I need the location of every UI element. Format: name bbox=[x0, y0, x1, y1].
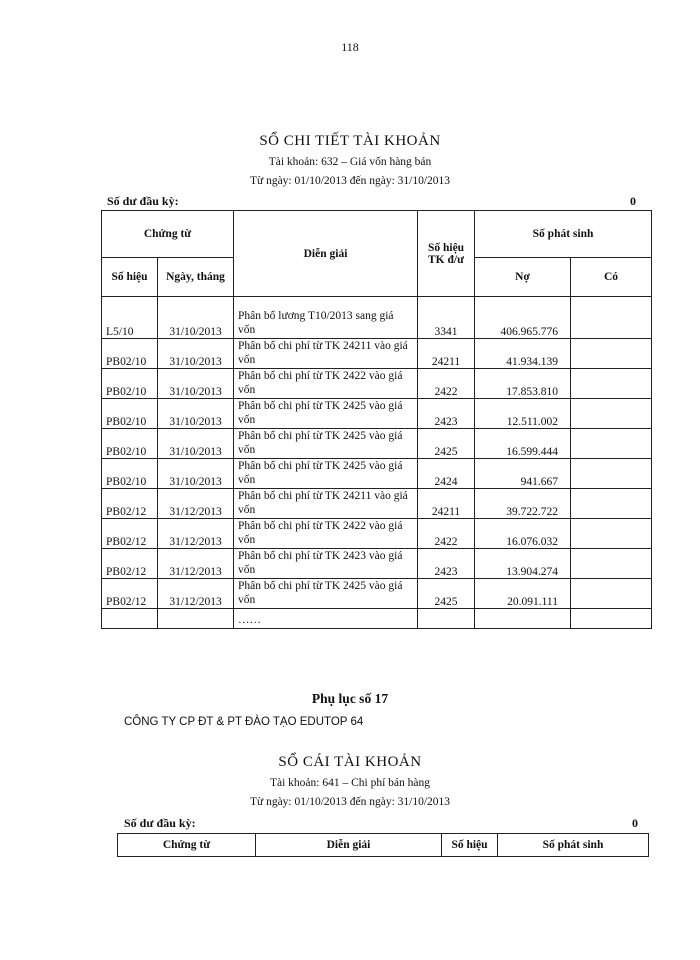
voucher-number: L5/10 bbox=[102, 297, 158, 339]
description: Phân bổ lương T10/2013 sang giá vốn bbox=[234, 297, 418, 339]
debit-amount: 16.599.444 bbox=[475, 429, 571, 459]
opening-balance-value: 0 bbox=[630, 194, 636, 208]
debit-amount: 941.667 bbox=[475, 459, 571, 489]
credit-amount bbox=[571, 297, 652, 339]
account-line-641: Tài khoản: 641 – Chi phí bán hàng bbox=[269, 777, 431, 789]
period-line-641: Từ ngày: 01/10/2013 đến ngày: 31/10/2013 bbox=[249, 796, 451, 808]
table-row bbox=[102, 459, 652, 489]
credit-amount bbox=[571, 339, 652, 369]
voucher-date: 31/10/2013 bbox=[158, 399, 234, 429]
debit-amount: 41.934.139 bbox=[475, 339, 571, 369]
voucher-date: 31/10/2013 bbox=[158, 459, 234, 489]
opening-balance-value-641: 0 bbox=[632, 816, 638, 830]
voucher-number: PB02/10 bbox=[102, 459, 158, 489]
debit-amount: 39.722.722 bbox=[475, 489, 571, 519]
account-code: 24211 bbox=[418, 489, 475, 519]
debit-amount: 17.853.810 bbox=[475, 369, 571, 399]
account-code: 2425 bbox=[418, 579, 475, 609]
voucher-number: PB02/10 bbox=[102, 399, 158, 429]
description: Phân bổ chi phí từ TK 2425 vào giá vốn bbox=[234, 579, 418, 609]
account-line: Tài khoản: 632 – Giá vốn hàng bán bbox=[268, 156, 432, 168]
debit-amount: 12.511.002 bbox=[475, 399, 571, 429]
header-amount: Số phát sinh bbox=[475, 211, 652, 258]
table-row bbox=[102, 399, 652, 429]
debit-amount: 13.904.274 bbox=[475, 549, 571, 579]
account-code: 3341 bbox=[418, 297, 475, 339]
credit-amount bbox=[571, 489, 652, 519]
description: Phân bổ chi phí từ TK 2425 vào giá vốn bbox=[234, 429, 418, 459]
table-row-ellipsis bbox=[102, 609, 652, 629]
voucher-number: PB02/10 bbox=[102, 369, 158, 399]
ledger-title: SỔ CÁI TÀI KHOẢN bbox=[278, 754, 422, 770]
description: Phân bổ chi phí từ TK 2422 vào giá vốn bbox=[234, 519, 418, 549]
debit-amount: 16.076.032 bbox=[475, 519, 571, 549]
table-row bbox=[102, 339, 652, 369]
account-code: 2422 bbox=[418, 369, 475, 399]
header-voucher-641: Chứng từ bbox=[118, 834, 256, 857]
voucher-number: PB02/12 bbox=[102, 579, 158, 609]
credit-amount bbox=[571, 429, 652, 459]
table-row bbox=[102, 429, 652, 459]
voucher-date: 31/10/2013 bbox=[158, 429, 234, 459]
description: Phân bổ chi phí từ TK 2422 vào giá vốn bbox=[234, 369, 418, 399]
voucher-number: PB02/12 bbox=[102, 489, 158, 519]
table-row bbox=[102, 579, 652, 609]
account-code: 24211 bbox=[418, 339, 475, 369]
appendix-title: Phụ lục số 17 bbox=[311, 691, 389, 706]
company-name: CÔNG TY CP ĐT & PT ĐÀO TẠO EDUTOP 64 bbox=[124, 716, 364, 728]
period-line: Từ ngày: 01/10/2013 đến ngày: 31/10/2013 bbox=[249, 175, 451, 187]
credit-amount bbox=[571, 519, 652, 549]
table-row bbox=[102, 369, 652, 399]
header-debit: Nợ bbox=[475, 258, 571, 297]
description: Phân bổ chi phí từ TK 2425 vào giá vốn bbox=[234, 459, 418, 489]
ledger-detail-table bbox=[101, 210, 652, 629]
voucher-date: 31/12/2013 bbox=[158, 489, 234, 519]
header-description: Diễn giải bbox=[234, 211, 418, 297]
header-voucher-date: Ngày, tháng bbox=[158, 258, 234, 297]
header-voucher-number: Số hiệu bbox=[102, 258, 158, 297]
voucher-number: PB02/10 bbox=[102, 429, 158, 459]
account-code: 2422 bbox=[418, 519, 475, 549]
ledger-detail-title: SỔ CHI TIẾT TÀI KHOẢN bbox=[259, 133, 441, 149]
table-row bbox=[102, 489, 652, 519]
voucher-date: 31/12/2013 bbox=[158, 549, 234, 579]
account-code: 2423 bbox=[418, 549, 475, 579]
voucher-date: 31/10/2013 bbox=[158, 297, 234, 339]
description: Phân bổ chi phí từ TK 2423 vào giá vốn bbox=[234, 549, 418, 579]
voucher-date: 31/12/2013 bbox=[158, 579, 234, 609]
account-code: 2424 bbox=[418, 459, 475, 489]
credit-amount bbox=[571, 579, 652, 609]
page-number: 118 bbox=[341, 40, 359, 54]
credit-amount bbox=[571, 549, 652, 579]
header-account-code-641: Số hiệu bbox=[442, 834, 498, 857]
credit-amount bbox=[571, 369, 652, 399]
voucher-date: 31/10/2013 bbox=[158, 369, 234, 399]
voucher-number: PB02/10 bbox=[102, 339, 158, 369]
ellipsis: …… bbox=[234, 609, 418, 629]
description: Phân bổ chi phí từ TK 2425 vào giá vốn bbox=[234, 399, 418, 429]
credit-amount bbox=[571, 399, 652, 429]
table-row bbox=[102, 519, 652, 549]
table-row bbox=[102, 297, 652, 339]
header-description-641: Diễn giải bbox=[256, 834, 442, 857]
description: Phân bổ chi phí từ TK 24211 vào giá vốn bbox=[234, 339, 418, 369]
opening-balance-label-641: Số dư đầu kỳ: bbox=[124, 816, 196, 830]
voucher-number: PB02/12 bbox=[102, 519, 158, 549]
voucher-date: 31/12/2013 bbox=[158, 519, 234, 549]
account-code: 2423 bbox=[418, 399, 475, 429]
credit-amount bbox=[571, 459, 652, 489]
voucher-date: 31/10/2013 bbox=[158, 339, 234, 369]
header-credit: Có bbox=[571, 258, 652, 297]
header-voucher: Chứng từ bbox=[102, 211, 234, 258]
debit-amount: 20.091.111 bbox=[475, 579, 571, 609]
ledger-table-641 bbox=[117, 833, 649, 857]
description: Phân bổ chi phí từ TK 24211 vào giá vốn bbox=[234, 489, 418, 519]
debit-amount: 406.965.776 bbox=[475, 297, 571, 339]
opening-balance-label: Số dư đầu kỳ: bbox=[107, 194, 179, 208]
table-row bbox=[102, 549, 652, 579]
header-amount-641: Số phát sinh bbox=[498, 834, 649, 857]
account-code: 2425 bbox=[418, 429, 475, 459]
voucher-number: PB02/12 bbox=[102, 549, 158, 579]
header-account-code: Số hiệu TK đ/ư bbox=[418, 211, 475, 297]
